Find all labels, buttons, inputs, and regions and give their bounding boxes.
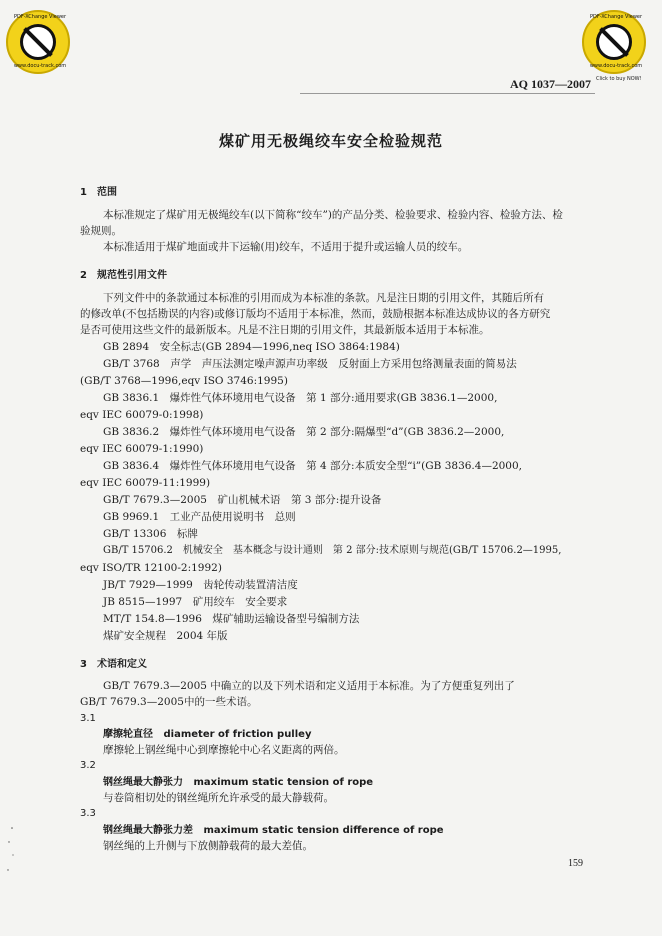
term-number: 3.1	[80, 713, 96, 724]
buy-now-icon	[20, 24, 56, 60]
reference-item: MT/T 154.8—1996 煤矿辅助运输设备型号编制方法	[103, 613, 360, 625]
page-title: 煤矿用无极绳绞车安全检验规范	[218, 132, 443, 150]
reference-item: JB/T 7929—1999 齿轮传动装置清洁度	[103, 579, 298, 591]
reference-item: JB 8515—1997 矿用绞车 安全要求	[103, 596, 288, 608]
section-number: 3	[80, 659, 87, 670]
s2-intro-line-1: 下列文件中的条款通过本标准的引用而成为本标准的条款。凡是注日期的引用文件，其随后所有	[103, 292, 544, 304]
reference-item: GB/T 15706.2 机械安全 基本概念与设计通则 第 2 部分:技术原则与规范(GB/T 15706.2—1995,	[103, 545, 562, 556]
reference-item: GB/T 13306 标牌	[103, 528, 198, 540]
term-en: maximum static tension difference of rope	[203, 825, 444, 836]
reference-item: GB 3836.4 爆炸性气体环境用电气设备 第 4 部分:本质安全型“i”(GB 3836.4—2000,	[103, 460, 523, 472]
buy-now-icon	[596, 24, 632, 60]
s2-intro-line-2: 的修改单(不包括勘误的内容)或修订版均不适用于本标准，然而，鼓励根据本标准达成协议的各方研究	[80, 308, 551, 320]
pdf-xchange-buy-badge-right[interactable]	[582, 10, 646, 74]
reference-item-cont: (GB/T 3768—1996,eqv ISO 3746:1995)	[80, 375, 288, 387]
badge-top-text: PDF-XChange Viewer	[13, 14, 67, 20]
section-2-heading	[80, 266, 167, 281]
reference-item: GB/T 3768 声学 声压法测定噪声源声功率级 反射面上方采用包络测量表面的简易法	[103, 358, 517, 370]
section-3-heading	[80, 655, 147, 670]
badge-bottom-text: www.docu-track.com	[589, 63, 643, 69]
section-number: 2	[80, 270, 87, 281]
section-title: 范围	[96, 187, 117, 198]
pdf-xchange-buy-badge-left[interactable]	[6, 10, 70, 74]
term-definition: 摩擦轮上钢丝绳中心到摩擦轮中心名义距离的两倍。	[103, 744, 345, 756]
term-en: diameter of friction pulley	[163, 729, 312, 740]
scan-specks	[0, 820, 20, 880]
term-heading	[103, 726, 311, 743]
term-heading	[103, 774, 373, 791]
section-title: 规范性引用文件	[96, 270, 167, 281]
badge-center-text: Click to buy NOW!	[596, 76, 642, 82]
reference-item-cont: eqv IEC 60079-11:1999)	[80, 477, 211, 489]
term-cn: 摩擦轮直径	[103, 729, 153, 740]
reference-item: GB 3836.2 爆炸性气体环境用电气设备 第 2 部分:隔爆型“d”(GB 3836.2—2000,	[103, 426, 505, 438]
reference-item: GB 2894 安全标志(GB 2894—1996,neq ISO 3864:1984)	[103, 341, 400, 353]
reference-item-cont: eqv IEC 60079-0:1998)	[80, 409, 204, 421]
s1-paragraph-1-line-2: 验规则。	[80, 225, 122, 237]
section-number: 1	[80, 187, 87, 198]
term-number: 3.3	[80, 808, 96, 819]
badge-bottom-text: www.docu-track.com	[13, 63, 67, 69]
term-en: maximum static tension of rope	[193, 777, 374, 788]
reference-item: GB 9969.1 工业产品使用说明书 总则	[103, 511, 296, 523]
term-definition: 与卷筒相切处的钢丝绳所允许承受的最大静载荷。	[103, 792, 334, 804]
reference-item: 煤矿安全规程 2004 年版	[103, 630, 228, 642]
s2-intro-line-3: 是否可使用这些文件的最新版本。凡是不注日期的引用文件，其最新版本适用于本标准。	[80, 324, 490, 336]
page-number: 159	[568, 858, 583, 869]
header-rule	[300, 93, 595, 94]
s1-paragraph-2: 本标准适用于煤矿地面或井下运输(用)绞车，不适用于提升或运输人员的绞车。	[103, 241, 469, 253]
reference-item: GB/T 7679.3—2005 矿山机械术语 第 3 部分:提升设备	[103, 494, 382, 506]
term-heading	[103, 822, 444, 839]
reference-item: GB 3836.1 爆炸性气体环境用电气设备 第 1 部分:通用要求(GB 3836.1—2000,	[103, 392, 498, 404]
term-number: 3.2	[80, 760, 96, 771]
section-1-heading	[80, 183, 117, 198]
s1-paragraph-1-line-1: 本标准规定了煤矿用无极绳绞车(以下简称“绞车”)的产品分类、检验要求、检验内容、检验方法、检	[103, 209, 563, 221]
term-definition: 钢丝绳的上升侧与下放侧静载荷的最大差值。	[103, 840, 313, 852]
badge-top-text: PDF-XChange Viewer	[589, 14, 643, 20]
standard-code: AQ 1037—2007	[510, 77, 591, 91]
section-title: 术语和定义	[96, 659, 147, 670]
term-cn: 钢丝绳最大静张力差	[103, 825, 193, 836]
reference-item-cont: eqv IEC 60079-1:1990)	[80, 443, 204, 455]
term-cn: 钢丝绳最大静张力	[103, 777, 183, 788]
reference-item-cont: eqv ISO/TR 12100-2:1992)	[80, 562, 222, 574]
s3-intro-line-1: GB/T 7679.3—2005 中确立的以及下列术语和定义适用于本标准。为了方便重复列出了	[103, 680, 515, 692]
s3-intro-line-2: GB/T 7679.3—2005中的一些术语。	[80, 696, 258, 708]
